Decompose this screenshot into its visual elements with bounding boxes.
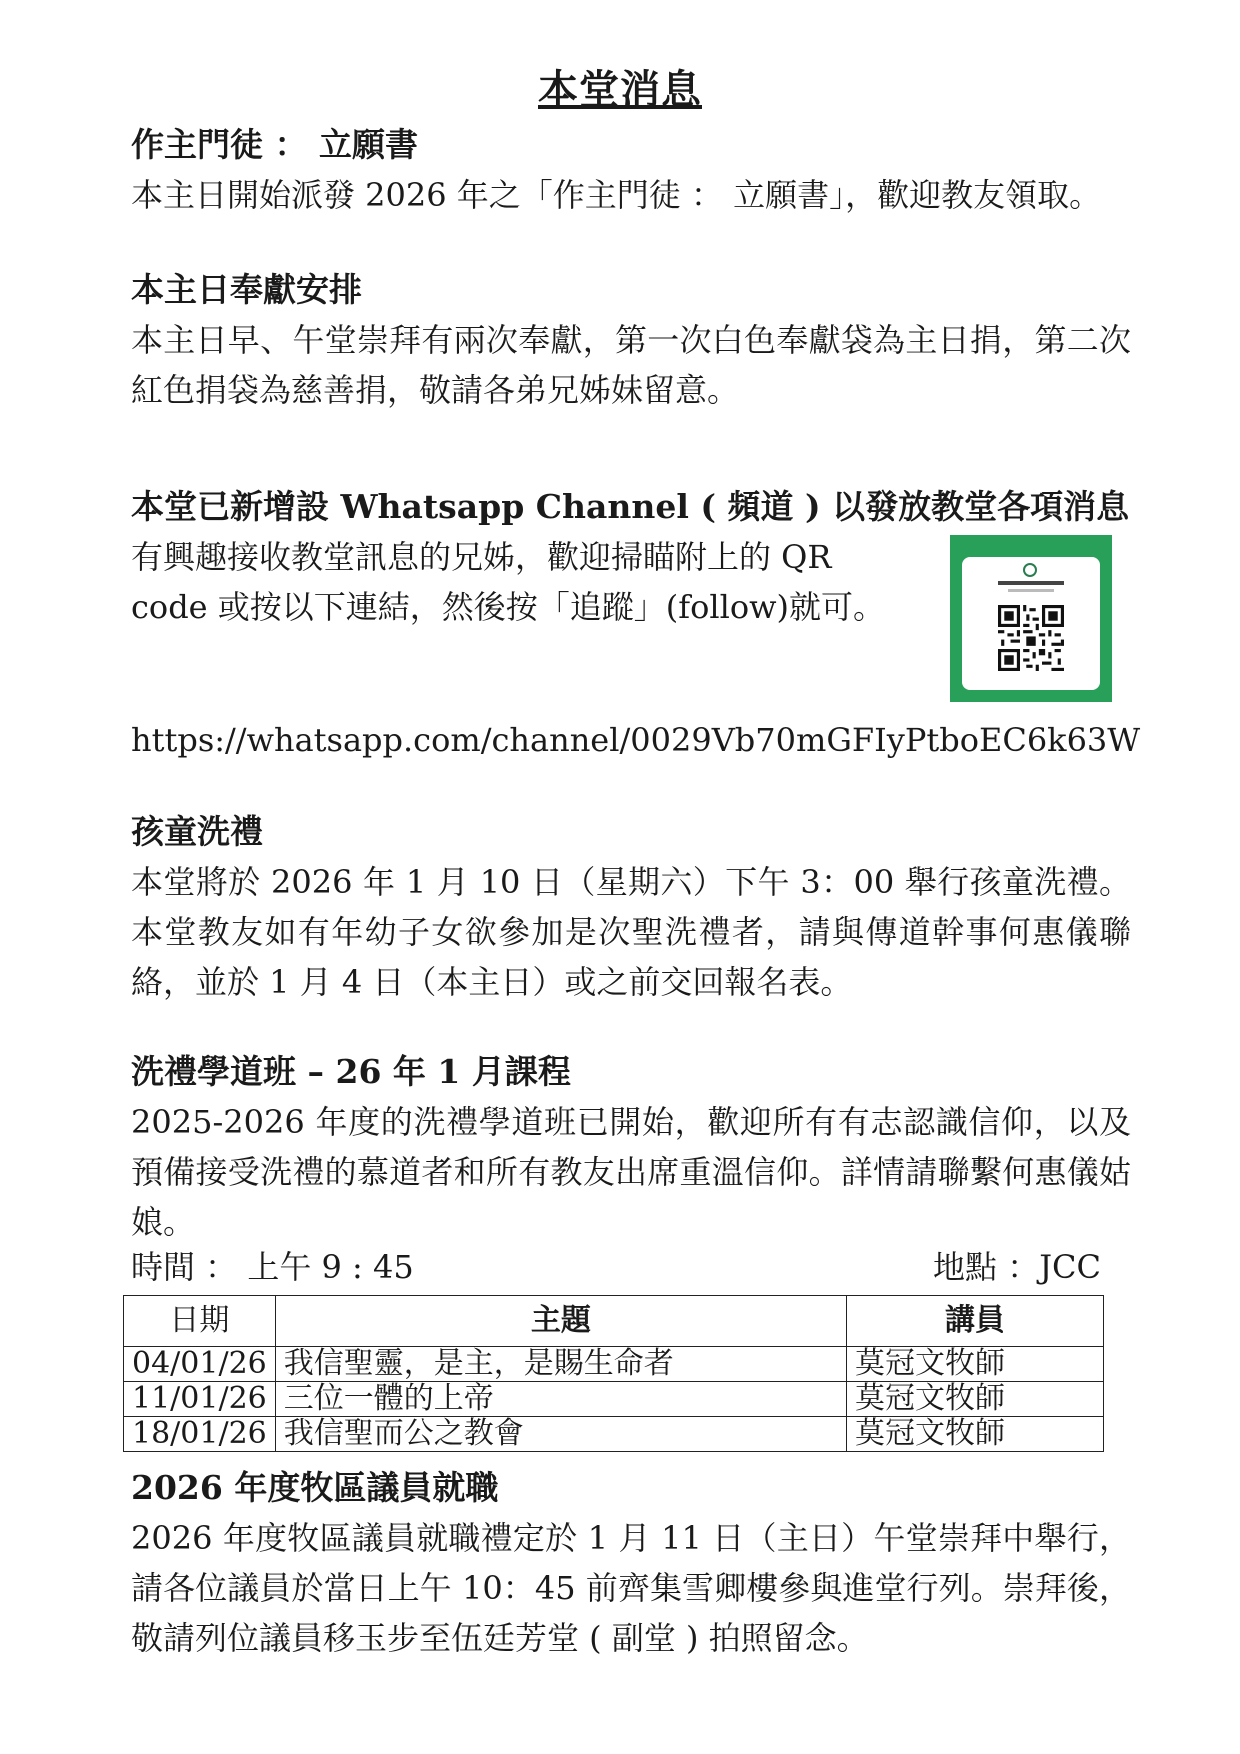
church-logo-icon (1023, 563, 1037, 577)
qr-caption (998, 581, 1064, 585)
cell-topic: 我信聖靈，是主，是賜生命者 (275, 1347, 846, 1382)
section-body: 本主日早、午堂崇拜有兩次奉獻，第一次白色奉獻袋為主日捐，第二次紅色捐袋為慈善捐，敬請各弟兄姊妹留意。 (131, 321, 1131, 409)
section-heading: 洗禮學道班 – 26 年 1 月課程 (131, 1052, 571, 1091)
section-body: 本主日開始派發 2026 年之「作主門徒 ： 立願書」，歡迎教友領取。 (131, 176, 1102, 214)
table-row (124, 1347, 1104, 1382)
whatsapp-qr-card[interactable] (950, 535, 1112, 702)
column-header-topic: 主題 (275, 1296, 846, 1347)
cell-date: 18/01/26 (124, 1417, 276, 1452)
cell-speaker: 莫冠文牧師 (847, 1382, 1104, 1417)
section-heading: 2026 年度牧區議員就職 (131, 1468, 499, 1507)
section-body-line: 有興趣接收教堂訊息的兄姊，歡迎掃瞄附上的 QR (131, 538, 832, 576)
cell-speaker: 莫冠文牧師 (847, 1347, 1104, 1382)
column-header-date: 日期 (124, 1296, 276, 1347)
table-header-row (124, 1296, 1104, 1347)
section-vow (131, 120, 1131, 220)
table-row (124, 1417, 1104, 1452)
section-baptism (131, 807, 1131, 1007)
cell-topic: 我信聖而公之教會 (275, 1417, 846, 1452)
section-heading: 孩童洗禮 (131, 812, 263, 851)
whatsapp-channel-link[interactable]: https://whatsapp.com/channel/0029Vb70mGFIyPtboEC6k63W (131, 721, 1141, 759)
qr-card-inner (962, 557, 1100, 690)
class-place: 地點 ：JCC (933, 1248, 1101, 1286)
qr-subcaption (1008, 589, 1054, 592)
course-schedule-table (123, 1295, 1104, 1452)
section-body: 本堂將於 2026 年 1 月 10 日（星期六）下午 3：00 舉行孩童洗禮。本堂教友如有年幼子女欲參加是次聖洗禮者，請與傳道幹事何惠儀聯絡，並於 1 月 4 日（本主日）或之前交回報名表。 (131, 863, 1131, 1001)
cell-speaker: 莫冠文牧師 (847, 1417, 1104, 1452)
section-offering (131, 265, 1131, 415)
table-row (124, 1382, 1104, 1417)
qr-code-icon (998, 605, 1064, 671)
cell-date: 04/01/26 (124, 1347, 276, 1382)
cell-date: 11/01/26 (124, 1382, 276, 1417)
cell-topic: 三位一體的上帝 (275, 1382, 846, 1417)
class-time: 時間 ： 上午 9 : 45 (131, 1248, 414, 1286)
section-heading: 作主門徒 ： 立願書 (131, 125, 418, 164)
section-class (131, 1047, 1131, 1247)
section-body-line: code 或按以下連結，然後按「追蹤」(follow)就可。 (131, 588, 885, 626)
section-body: 2025-2026 年度的洗禮學道班已開始，歡迎所有有志認識信仰，以及預備接受洗禮的慕道者和所有教友出席重溫信仰。詳情請聯繫何惠儀姑娘。 (131, 1103, 1131, 1241)
section-council (131, 1463, 1131, 1663)
section-body: 2026 年度牧區議員就職禮定於 1 月 11 日（主日）午堂崇拜中舉行，請各位議員於當日上午 10：45 前齊集雪卿樓參與進堂行列。崇拜後，敬請列位議員移玉步至伍廷芳堂 ( 副堂 ) 拍照留念。 (131, 1519, 1131, 1657)
section-heading: 本主日奉獻安排 (131, 270, 362, 309)
section-heading: 本堂已新增設 Whatsapp Channel ( 頻道 ) 以發放教堂各項消息 (131, 487, 1130, 526)
column-header-speaker: 講員 (847, 1296, 1104, 1347)
page-title: 本堂消息 (538, 66, 702, 113)
